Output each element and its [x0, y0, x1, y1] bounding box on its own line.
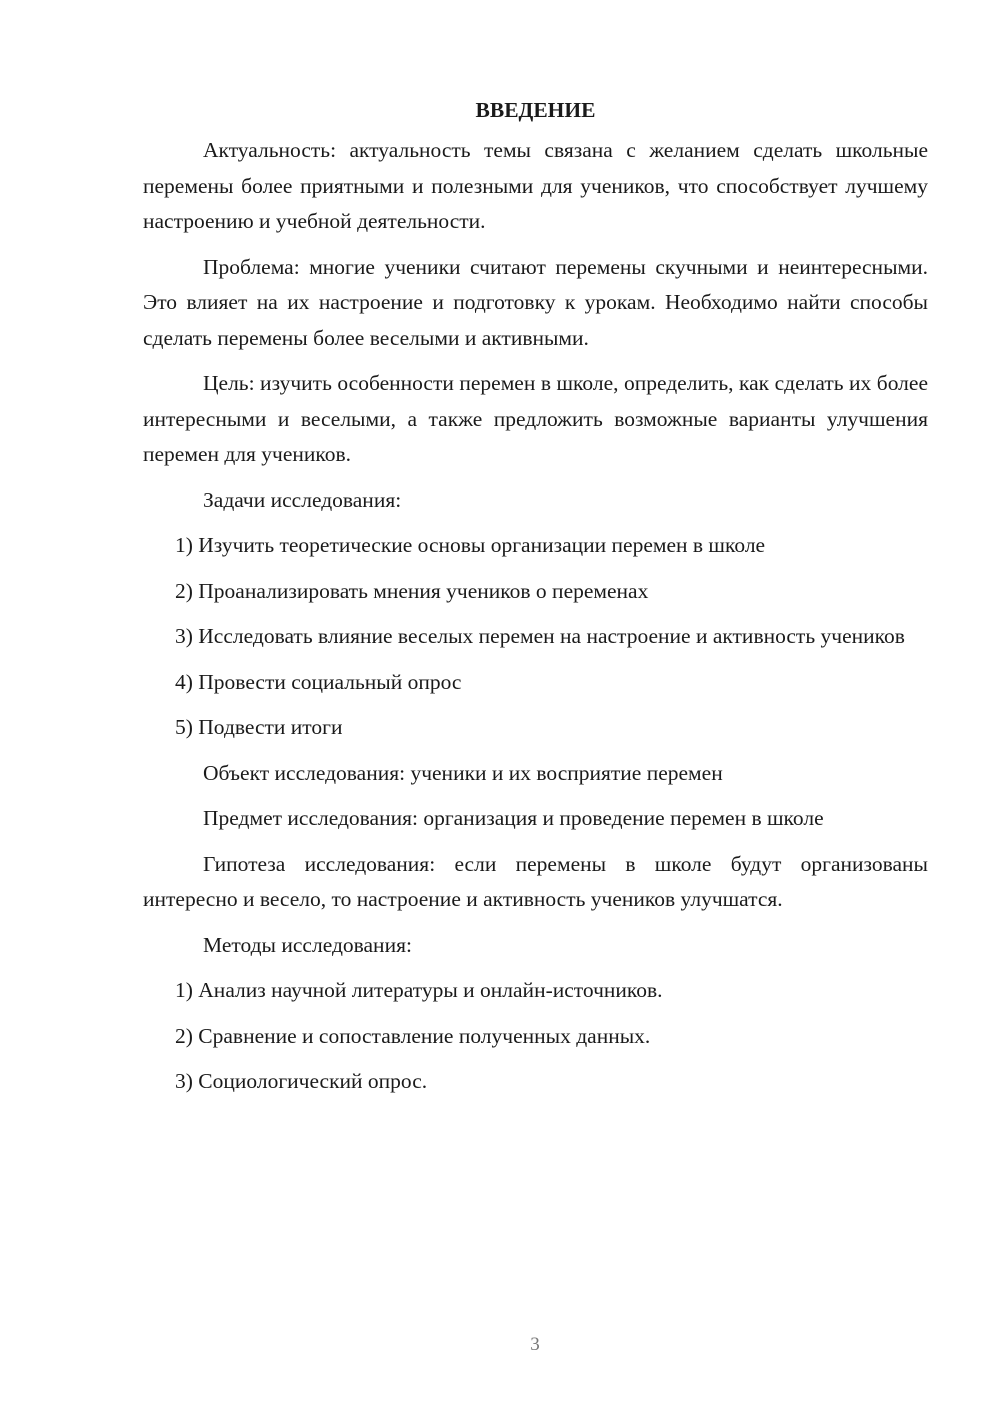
task-item: 3) Исследовать влияние веселых перемен на настроение и активность учеников: [175, 624, 905, 648]
task-item: 5) Подвести итоги: [175, 715, 343, 739]
tasks-heading: Задачи исследования:: [203, 487, 402, 512]
hypothesis-paragraph: Гипотеза исследования: если перемены в школе будут организованы интересно и весело, то настроение и активность учеников улучшатся.: [143, 851, 928, 911]
methods-heading: Методы исследования:: [203, 932, 412, 957]
subject-paragraph: Предмет исследования: организация и проведение перемен в школе: [203, 806, 824, 830]
page-number: 3: [530, 1334, 540, 1355]
task-item: 4) Провести социальный опрос: [175, 669, 462, 694]
task-item: 1) Изучить теоретические основы организации перемен в школе: [175, 533, 766, 557]
section-title: ВВЕДЕНИЕ: [475, 98, 596, 122]
object-paragraph: Объект исследования: ученики и их восприятие перемен: [203, 760, 723, 785]
method-item: 2) Сравнение и сопоставление полученных данных.: [175, 1023, 651, 1048]
document-page: [143, 92, 928, 1110]
problem-paragraph: Проблема: многие ученики считают перемены скучными и неинтересными. Это влияет на их настроение и подготовку к урокам. Необходимо найти способы сделать перемены более веселыми и активными.: [143, 254, 928, 350]
method-item: 1) Анализ научной литературы и онлайн-источников.: [175, 978, 663, 1002]
method-item: 3) Социологический опрос.: [175, 1069, 428, 1093]
task-item: 2) Проанализировать мнения учеников о переменах: [175, 578, 649, 603]
relevance-paragraph: Актуальность: актуальность темы связана с желанием сделать школьные перемены более приятными и полезными для учеников, что способствует лучшему настроению и учебной деятельности.: [143, 138, 928, 233]
goal-paragraph: Цель: изучить особенности перемен в школе, определить, как сделать их более интересными и веселыми, а также предложить возможные варианты улучшения перемен для учеников.: [143, 371, 928, 466]
